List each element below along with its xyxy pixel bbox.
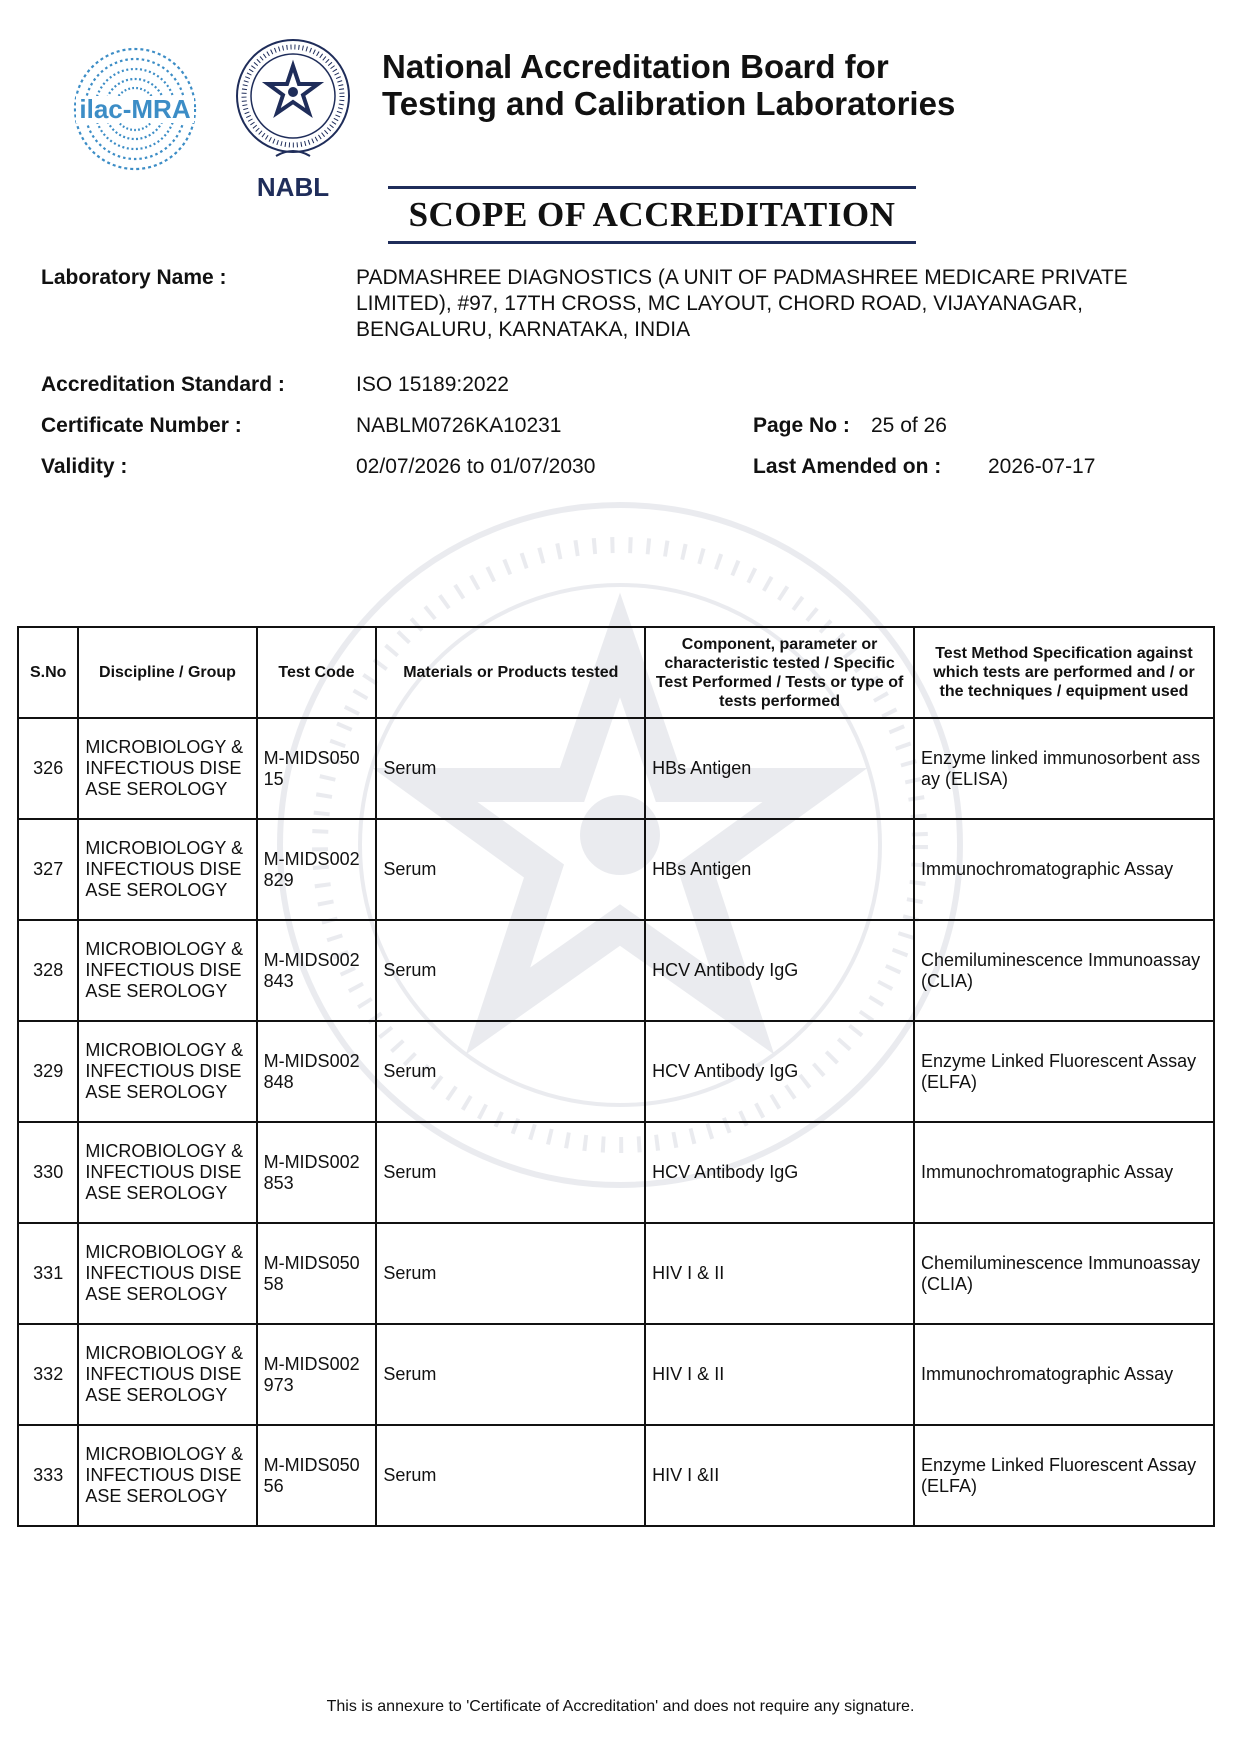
svg-text:NABL: NABL (256, 172, 330, 202)
cell-discipline: MICROBIOLOGY & INFECTIOUS DISEASE SEROLOGY (78, 1425, 256, 1526)
header-sno: S.No (18, 627, 78, 718)
cell-sno: 327 (18, 819, 78, 920)
cell-component: HCV Antibody IgG (645, 920, 914, 1021)
cell-test-code: M-MIDS05058 (257, 1223, 377, 1324)
cell-material: Serum (376, 718, 645, 819)
certificate-value: NABLM0726KA10231 (356, 414, 562, 437)
cell-method: Enzyme Linked Fluorescent Assay (ELFA) (914, 1021, 1214, 1122)
cell-component: HIV I & II (645, 1324, 914, 1425)
cell-test-code: M-MIDS002848 (257, 1021, 377, 1122)
cell-material: Serum (376, 819, 645, 920)
cell-discipline: MICROBIOLOGY & INFECTIOUS DISEASE SEROLOGY (78, 819, 256, 920)
scope-heading (388, 186, 916, 244)
table-row (18, 1223, 1214, 1324)
cell-method: Chemiluminescence Immunoassay (CLIA) (914, 1223, 1214, 1324)
cell-material: Serum (376, 1021, 645, 1122)
cell-sno: 330 (18, 1122, 78, 1223)
scope-title: SCOPE OF ACCREDITATION (408, 195, 896, 234)
validity-value: 02/07/2026 to 01/07/2030 (356, 455, 596, 478)
lab-name-value: PADMASHREE DIAGNOSTICS (A UNIT OF PADMASHREE MEDICARE PRIVATE LIMITED), #97, 17TH CROSS, MC LAYOUT, CHORD ROAD, VIJAYANAGAR, BENGALURU, KARNATAKA, INDIA (356, 266, 1128, 341)
table-row (18, 1021, 1214, 1122)
cell-test-code: M-MIDS002829 (257, 819, 377, 920)
standard-value: ISO 15189:2022 (356, 373, 509, 396)
nabl-logo (228, 36, 358, 206)
header-test-method: Test Method Specification against which tests are performed and / or the techniques / equipment used (914, 627, 1214, 718)
cell-discipline: MICROBIOLOGY & INFECTIOUS DISEASE SEROLOGY (78, 1122, 256, 1223)
scope-table (17, 626, 1215, 1527)
cell-component: HBs Antigen (645, 819, 914, 920)
header-test-code: Test Code (257, 627, 377, 718)
cell-discipline: MICROBIOLOGY & INFECTIOUS DISEASE SEROLOGY (78, 1324, 256, 1425)
page-no-label: Page No : (753, 414, 850, 437)
cell-sno: 333 (18, 1425, 78, 1526)
cell-sno: 332 (18, 1324, 78, 1425)
cell-material: Serum (376, 1425, 645, 1526)
footer-note: This is annexure to 'Certificate of Accreditation' and does not require any signature. (326, 1698, 915, 1715)
cell-discipline: MICROBIOLOGY & INFECTIOUS DISEASE SEROLOGY (78, 1223, 256, 1324)
cell-sno: 326 (18, 718, 78, 819)
cell-method: Immunochromatographic Assay (914, 1324, 1214, 1425)
certificate-label: Certificate Number : (41, 414, 242, 437)
cell-material: Serum (376, 1223, 645, 1324)
cell-material: Serum (376, 1122, 645, 1223)
standard-label: Accreditation Standard : (41, 373, 285, 396)
cell-method: Immunochromatographic Assay (914, 1122, 1214, 1223)
lab-name-label: Laboratory Name : (41, 266, 227, 289)
cell-method: Immunochromatographic Assay (914, 819, 1214, 920)
header-discipline: Discipline / Group (78, 627, 256, 718)
title-line-2: Testing and Calibration Laboratories (382, 85, 956, 122)
cell-material: Serum (376, 1324, 645, 1425)
last-amended-label: Last Amended on : (753, 455, 942, 478)
table-row (18, 920, 1214, 1021)
table-header-row (18, 627, 1214, 718)
cell-component: HCV Antibody IgG (645, 1021, 914, 1122)
title-line-1: National Accreditation Board for (382, 48, 889, 85)
cell-material: Serum (376, 920, 645, 1021)
cell-test-code: M-MIDS002853 (257, 1122, 377, 1223)
cell-discipline: MICROBIOLOGY & INFECTIOUS DISEASE SEROLOGY (78, 1021, 256, 1122)
last-amended-value: 2026-07-17 (988, 455, 1096, 478)
cell-method: Enzyme Linked Fluorescent Assay (ELFA) (914, 1425, 1214, 1526)
cell-method: Chemiluminescence Immunoassay (CLIA) (914, 920, 1214, 1021)
cell-method: Enzyme linked immunosorbent assay (ELISA) (914, 718, 1214, 819)
cell-component: HIV I &II (645, 1425, 914, 1526)
table-row (18, 1324, 1214, 1425)
cell-sno: 329 (18, 1021, 78, 1122)
page-title (382, 48, 955, 122)
cell-test-code: M-MIDS002843 (257, 920, 377, 1021)
header-materials: Materials or Products tested (376, 627, 645, 718)
page-no-value: 25 of 26 (871, 414, 947, 437)
cell-sno: 328 (18, 920, 78, 1021)
cell-test-code: M-MIDS05015 (257, 718, 377, 819)
header-component: Component, parameter or characteristic tested / Specific Test Performed / Tests or type of tests performed (645, 627, 914, 718)
svg-text:ilac-MRA: ilac-MRA (79, 94, 191, 124)
cell-test-code: M-MIDS002973 (257, 1324, 377, 1425)
table-row (18, 1122, 1214, 1223)
cell-test-code: M-MIDS05056 (257, 1425, 377, 1526)
table-row (18, 1425, 1214, 1526)
cell-component: HCV Antibody IgG (645, 1122, 914, 1223)
validity-label: Validity : (41, 455, 128, 478)
cell-discipline: MICROBIOLOGY & INFECTIOUS DISEASE SEROLOGY (78, 718, 256, 819)
cell-component: HIV I & II (645, 1223, 914, 1324)
ilac-mra-logo (70, 44, 200, 174)
cell-component: HBs Antigen (645, 718, 914, 819)
cell-sno: 331 (18, 1223, 78, 1324)
table-row (18, 819, 1214, 920)
cell-discipline: MICROBIOLOGY & INFECTIOUS DISEASE SEROLOGY (78, 920, 256, 1021)
table-row (18, 718, 1214, 819)
